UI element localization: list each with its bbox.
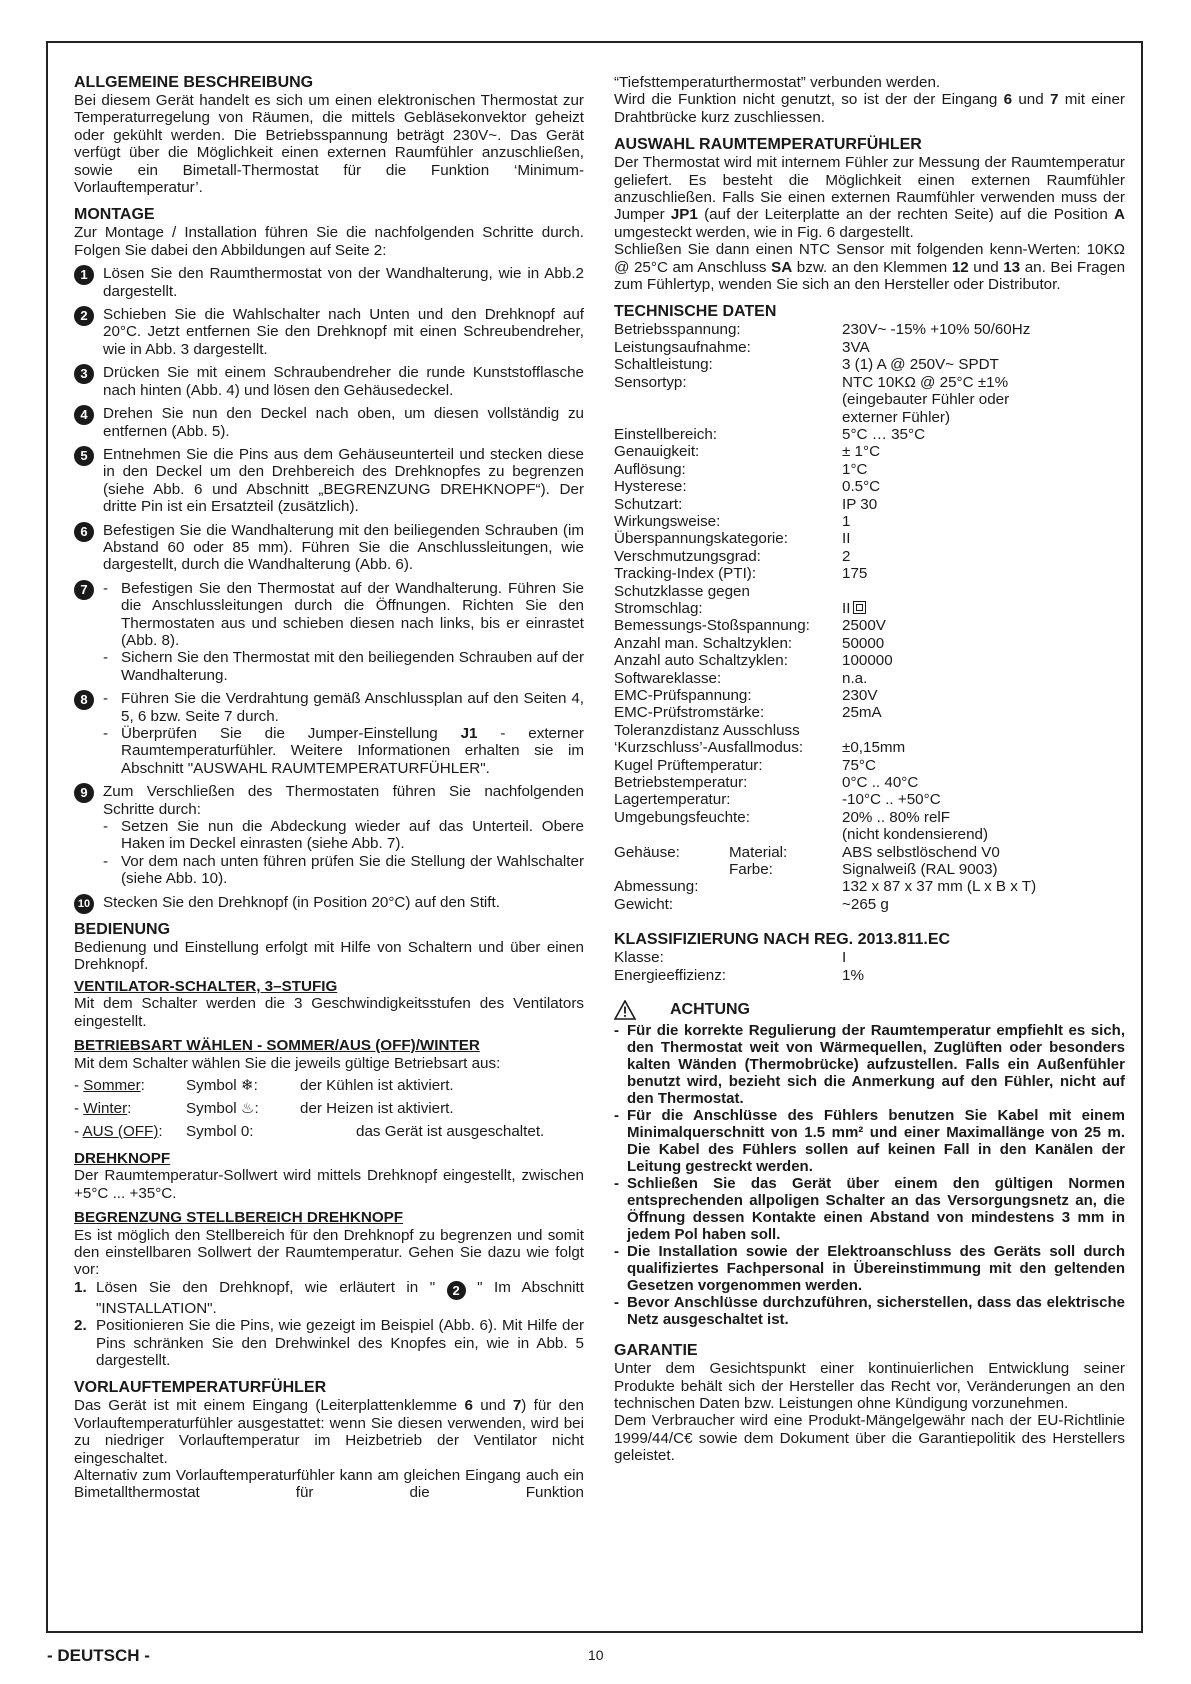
step-number-badge: 6	[74, 522, 94, 542]
begrenzung-text: Es ist möglich den Stellbereich für den Drehknopf zu begrenzen und somit den einstellbaren Sollwert der Raumtemperatur. Gehen Sie dazu wie folgt vor:	[74, 1226, 584, 1279]
sub-step: - Vor dem nach unten führen prüfen Sie die Stellung der Wahlschalter (siehe Abb. 10).	[103, 852, 584, 888]
tech-value: -10°C .. +50°C	[842, 791, 941, 809]
tech-table-2	[614, 617, 1125, 843]
tech-value: ± 1°C	[842, 443, 881, 461]
tech-value: (eingebauter Fühler oder	[842, 391, 1010, 409]
tech-key: Tracking-Index (PTI):	[614, 565, 757, 583]
heading-allgemeine-beschreibung: ALLGEMEINE BESCHREIBUNG	[74, 74, 314, 91]
tech-value: II	[842, 530, 851, 548]
step-number-badge: 4	[74, 405, 94, 425]
tech-table-3	[614, 878, 1125, 913]
tech-key: Bemessungs-Stoßspannung:	[614, 617, 810, 635]
tech-key	[614, 409, 842, 426]
mode-symbol: Symbol 0:	[186, 1122, 254, 1140]
tech-key: Anzahl man. Schaltzyklen:	[614, 634, 793, 652]
montage-step-8	[74, 690, 584, 777]
tech-value: n.a.	[842, 669, 868, 687]
tech-key: Auflösung:	[614, 460, 686, 478]
tech-subkey: Farbe:	[729, 861, 773, 879]
step-text: Drücken Sie mit einem Schraubendreher die runde Kunststofflasche nach hinten (Abb. 4) und lösen den Gehäusedeckel.	[103, 364, 584, 399]
achtung-item: - Für die Anschlüsse des Fühlers benutzen Sie Kabel mit einem Minimalquerschnitt von 1.5 mm² und einer Maximallänge von 25 m. Die Kabel des Fühlers sollen auf keinen Fall in den Kanälen der Leitung gestreckt werden.	[614, 1107, 1125, 1176]
tech-value: I	[842, 949, 847, 967]
tech-key: Stromschlag:	[614, 599, 703, 617]
begrenzung-item-1: 1. Lösen Sie den Drehknopf, wie erläutert in " 2 " Im Abschnitt "INSTALLATION".	[74, 1278, 584, 1317]
tech-value: 0°C .. 40°C	[842, 774, 919, 792]
tech-key: Schaltleistung:	[614, 356, 713, 374]
tech-value: ~265 g	[842, 895, 889, 913]
mode-row-winter: - Winter: Symbol ♨: der Heizen ist aktiviert.	[74, 1099, 454, 1117]
tech-value: 0.5°C	[842, 478, 881, 496]
step-text: Stecken Sie den Drehknopf (in Position 20°C) auf den Stift.	[103, 893, 500, 911]
step-text: Zum Verschließen des Thermostaten führen Sie nachfolgenden Schritte durch:	[103, 783, 584, 818]
step-text: Schieben Sie die Wahlschalter nach Unten und den Drehknopf auf 20°C. Jetzt entfernen Sie den Drehknopf mit einen Schreubendreher, wie in Abb. 3 dargestellt.	[103, 306, 584, 358]
mode-name: Sommer	[83, 1076, 141, 1094]
heading-drehknopf: DREHKNOPF	[74, 1149, 171, 1167]
tech-value: 1%	[842, 966, 864, 984]
tech-subkey: Material:	[729, 843, 788, 861]
mode-desc: das Gerät ist ausgeschaltet.	[356, 1122, 545, 1140]
tech-value: 3 (1) A @ 250V~ SPDT	[842, 356, 999, 374]
vorlauf-cont-line1: “Tiefsttemperaturthermostat” verbunden werden.	[614, 74, 941, 91]
tech-key: Hysterese:	[614, 478, 687, 496]
heading-bedienung: BEDIENUNG	[74, 921, 171, 939]
warning-icon	[614, 1000, 636, 1020]
tech-key: Betriebstemperatur:	[614, 774, 748, 792]
achtung-item-text: Für die korrekte Regulierung der Raumtemperatur empfiehlt es sich, den Thermostat weit von Wärmequellen, Zuglüften oder besonders kalten Wänden (Thermobrücke) aufzustellen. Falls ein Außenfühler benutzt wird, bezieht sich die Anmerkung auf den Fühler, nicht auf den Thermostat.	[627, 1022, 1125, 1108]
heading-technische-daten: TECHNISCHE DATEN	[614, 303, 777, 321]
achtung-item-text: Schließen Sie das Gerät über einem den gültigen Normen entsprechenden allpoligen Schalter an das Versorgungsnetz an, die Öffnung dessen Kontakte einen Abstand von mindestens 3 mm in jedem Pol haben soll.	[627, 1175, 1125, 1244]
tech-key: Energieeffizienz:	[614, 966, 727, 984]
sub-step-text: Setzen Sie nun die Abdeckung wieder auf das Unterteil. Obere Haken im Deckel einrasten (siehe Abb. 7).	[121, 818, 584, 853]
sub-step-text: Führen Sie die Verdrahtung gemäß Anschlussplan auf den Seiten 4, 5, 6 bzw. Seite 7 durch.	[121, 690, 584, 725]
montage-step	[74, 306, 584, 358]
tech-value: 3VA	[842, 338, 870, 356]
sub-step-text: - externer Raumtemperaturfühler. Weitere Informationen erhalten sie im Abschnitt "AUSWAHL RAUMTEMPERATURFÜHLER".	[121, 725, 584, 777]
achtung-item: - Schließen Sie das Gerät über einem den gültigen Normen entsprechenden allpoligen Schalter an das Versorgungsnetz an, die Öffnung dessen Kontakte einen Abstand von mindestens 3 mm in jedem Pol haben soll.	[614, 1175, 1125, 1244]
heading-vorlauf: VORLAUFTEMPERATURFÜHLER	[74, 1379, 327, 1397]
item-text: Lösen Sie den Drehknopf, wie erläutert in "	[96, 1278, 447, 1296]
sub-step-text: Befestigen Sie den Thermostat auf der Wandhalterung. Führen Sie die Anschlussleitungen durch die Öffnungen. Richten Sie den Thermostaten aus und schieben diesen nach links, bis er einrastet (Abb. 8).	[121, 579, 584, 649]
tech-value: 20% .. 80% relF	[842, 808, 951, 826]
sub-step-text: Sichern Sie den Thermostat mit den beiliegenden Schrauben auf der Wandhalterung.	[121, 649, 584, 684]
tech-key: Toleranzdistanz Ausschluss	[614, 721, 800, 739]
tech-value: externer Fühler)	[842, 408, 951, 426]
step-number-badge: 1	[74, 265, 94, 285]
mode-row-sommer: - Sommer: Symbol ❄: der Kühlen ist aktiviert.	[74, 1076, 454, 1094]
tech-value: 5°C … 35°C	[842, 425, 926, 443]
tech-value: 75°C	[842, 756, 876, 774]
auswahl-text-2: Schließen Sie dann einen NTC Sensor mit folgenden kenn-Werten: 10KΩ @ 25°C am Anschluss SA bzw. an den Klemmen 12 und 13 an. Bei Fragen zum Fühlertyp, wenden Sie sich an den Hersteller oder Distributor.	[614, 241, 1126, 294]
mode-symbol: Symbol ❄:	[186, 1076, 258, 1094]
tech-key: Umgebungsfeuchte:	[614, 808, 750, 826]
tech-key	[614, 826, 842, 843]
heading-ventilator: VENTILATOR-SCHALTER, 3–STUFIG	[74, 977, 338, 995]
vorlauf-text-1: Das Gerät ist mit einem Eingang (Leiterplattenklemme 6 und 7) für den Vorlauftemperaturfühler ausgestattet: wenn Sie diesen verwenden, wird bei zu niedriger Vorlauftemperatur im Heizbetrieb der Ventilator nicht eingeschaltet.	[74, 1397, 584, 1467]
tech-value: 230V~ -15% +10% 50/60Hz	[842, 321, 1031, 339]
jumper-label: J1	[460, 725, 478, 742]
tech-row-stromschlag	[614, 600, 1125, 617]
step-number-badge: 2	[74, 306, 94, 326]
allgemeine-text: Bei diesem Gerät handelt es sich um einen elektronischen Thermostat zur Temperaturregelung von Räumen, die mittels Gebläsekonvektor geheizt oder gekühlt werden. Die Betriebsspannung beträgt 230V~. Das Gerät verfügt über die Möglichkeit einen externen Raumfühler anzuschließen, sowie ein Bimetall-Thermostat für die Funktion ‘Minimum-Vorlauftemperatur’.	[74, 92, 584, 197]
montage-step	[74, 265, 584, 300]
footer-language: - DEUTSCH -	[47, 1646, 150, 1665]
montage-step	[74, 522, 584, 574]
sub-step: - Überprüfen Sie die Jumper-Einstellung J1 - externer Raumtemperaturfühler. Weitere Informationen erhalten sie im Abschnitt "AUSWAHL RAUMTEMPERATURFÜHLER".	[103, 725, 584, 777]
achtung-heading	[614, 998, 1125, 1022]
montage-step	[74, 446, 584, 516]
tech-value: 175	[842, 565, 868, 583]
tech-key: Klasse:	[614, 949, 664, 967]
tech-key: Gehäuse:	[614, 843, 680, 861]
klass-table	[614, 949, 1125, 984]
tech-key: Überspannungskategorie:	[614, 530, 788, 548]
montage-step-9	[74, 783, 584, 887]
montage-intro: Zur Montage / Installation führen Sie die nachfolgenden Schritte durch. Folgen Sie dabei den Abbildungen auf Seite 2:	[74, 224, 584, 259]
step-number-badge: 9	[74, 783, 94, 803]
mode-name: AUS (OFF)	[82, 1122, 159, 1140]
tech-value: 100000	[842, 652, 893, 670]
heading-klassifizierung: KLASSIFIZIERUNG NACH REG. 2013.811.EC	[614, 931, 951, 949]
heading-garantie: GARANTIE	[614, 1342, 698, 1360]
tech-key: EMC-Prüfstromstärke:	[614, 704, 765, 722]
right-column	[614, 74, 1125, 1465]
step-number-badge: 7	[74, 580, 94, 600]
achtung-item: - Für die korrekte Regulierung der Raumtemperatur empfiehlt es sich, den Thermostat weit von Wärmequellen, Zuglüften oder besonders kalten Wänden (Thermobrücke) aufzustellen. Falls ein Außenfühler benutzt wird, bezieht sich die Anmerkung auf den Fühler, nicht auf den Thermostat.	[614, 1022, 1125, 1108]
tech-value: ABS selbstlöschend V0	[842, 843, 1000, 861]
sub-step-text: Vor dem nach unten führen prüfen Sie die Stellung der Wahlschalter (siehe Abb. 10).	[121, 852, 584, 888]
left-column	[74, 74, 584, 1502]
begrenzung-item-2: 2. Positionieren Sie die Pins, wie gezeigt im Beispiel (Abb. 6). Mit Hilfe der Pins schränken Sie den Drehwinkel des Knopfes ein, wie in Abb. 5 dargestellt.	[74, 1317, 584, 1369]
sub-step: - Setzen Sie nun die Abdeckung wieder auf das Unterteil. Obere Haken im Deckel einrasten (siehe Abb. 7).	[103, 818, 584, 853]
tech-key: Lagertemperatur:	[614, 791, 731, 809]
tech-value: 50000	[842, 634, 885, 652]
tech-key: EMC-Prüfspannung:	[614, 687, 752, 704]
page-number: 10	[588, 1647, 604, 1663]
tech-row-gehaeuse	[614, 844, 1125, 879]
step-text: Entnehmen Sie die Pins aus dem Gehäuseunterteil und stecken diese in den Deckel um den Drehbereich des Drehknopfes zu begrenzen (siehe Abb. 6 und Abschnitt „BEGRENZUNG DREHKNOPF“). Der dritte Pin ist ein Ersatzteil (zusätzlich).	[103, 445, 584, 516]
tech-key: Verschmutzungsgrad:	[614, 547, 761, 565]
item-text: " Im Abschnitt "INSTALLATION".	[96, 1278, 584, 1317]
tech-key: Schutzklasse gegen	[614, 582, 750, 600]
tech-value: ±0,15mm	[842, 739, 906, 757]
step-number-badge: 5	[74, 446, 94, 466]
step-number-badge: 8	[74, 690, 94, 710]
tech-value: (nicht kondensierend)	[842, 826, 989, 844]
heading-auswahl: AUSWAHL RAUMTEMPERATURFÜHLER	[614, 136, 922, 154]
sub-step: - Befestigen Sie den Thermostat auf der Wandhalterung. Führen Sie die Anschlussleitungen durch die Öffnungen. Richten Sie den Thermostaten aus und schieben diesen nach links, bis er einrastet (Abb. 8).	[103, 579, 584, 649]
mode-list	[74, 1074, 584, 1143]
achtung-item-text: Für die Anschlüsse des Fühlers benutzen Sie Kabel mit einem Minimalquerschnitt von 1.5 mm² und einer Maximallänge von 25 m. Die Kabel des Fühlers sollen auf keinen Fall in den Kanälen der Leitung gestreckt werden.	[627, 1107, 1125, 1176]
tech-key: Betriebsspannung:	[614, 321, 741, 339]
achtung-item: - Bevor Anschlüsse durchzuführen, sicherstellen, dass das elektrische Netz ausgeschaltet ist.	[614, 1294, 1125, 1329]
step-text: Lösen Sie den Raumthermostat von der Wandhalterung, wie in Abb.2 dargestellt.	[103, 265, 584, 300]
tech-value: 25mA	[842, 704, 882, 722]
tech-value: 2500V	[842, 617, 886, 635]
achtung-title: ACHTUNG	[670, 1001, 750, 1019]
tech-value: 1	[842, 512, 851, 530]
mode-desc: der Heizen ist aktiviert.	[300, 1099, 454, 1117]
montage-step	[74, 364, 584, 399]
tech-key: Softwareklasse:	[614, 669, 722, 687]
montage-step-7	[74, 580, 584, 684]
ventilator-text: Mit dem Schalter werden die 3 Geschwindigkeitsstufen des Ventilators eingestellt.	[74, 995, 584, 1030]
mode-row-aus: - AUS (OFF): Symbol 0: das Gerät ist ausgeschaltet.	[74, 1122, 545, 1140]
tech-key: Abmessung:	[614, 878, 699, 896]
achtung-box	[614, 998, 1125, 1328]
garantie-text-1: Unter dem Gesichtspunkt einer kontinuierlichen Entwicklung seiner Produkte behält sich der Hersteller das Recht vor, Veränderungen an den technischen Daten bzw. Leistungen ohne Kündigung vorzunehmen.	[614, 1360, 1125, 1412]
achtung-item: - Die Installation sowie der Elektroanschluss des Geräts soll durch qualifiziertes Fachpersonal in Übereinstimmung mit den geltenden Gesetzen vorgenommen werden.	[614, 1243, 1125, 1295]
vorlauf-text-2: Alternativ zum Vorlauftemperaturfühler kann am gleichen Eingang auch ein Bimetallthermostat für die Funktion	[74, 1467, 584, 1502]
bedienung-text: Bedienung und Einstellung erfolgt mit Hilfe von Schaltern und über einen Drehknopf.	[74, 939, 584, 974]
tech-key: Kugel Prüftemperatur:	[614, 756, 763, 774]
double-insulation-icon	[853, 601, 866, 614]
sub-step-text: Überprüfen Sie die Jumper-Einstellung	[121, 725, 461, 742]
step-text: Befestigen Sie die Wandhalterung mit den beiliegenden Schrauben (im Abstand 60 oder 85 mm). Führen Sie die Anschlussleitungen, wie dargestellt, durch die Wandhalterung (Abb. 6).	[103, 521, 584, 574]
mode-name: Winter	[83, 1099, 128, 1117]
tech-key: Einstellbereich:	[614, 425, 717, 443]
tech-key: Gewicht:	[614, 895, 674, 913]
tech-value: Signalweiß (RAL 9003)	[842, 861, 998, 879]
tech-value	[842, 722, 1125, 739]
garantie-text-2: Dem Verbraucher wird eine Produkt-Mängelgewähr nach der EU-Richtlinie 1999/44/C€ sowie dem Dokument über die Garantiepolitik des Herstellers geleistet.	[614, 1412, 1125, 1465]
tech-key: Leistungsaufnahme:	[614, 338, 751, 356]
tech-key	[614, 391, 842, 408]
step-text: Drehen Sie nun den Deckel nach oben, um diesen vollständig zu entfernen (Abb. 5).	[103, 405, 584, 440]
heading-begrenzung: BEGRENZUNG STELLBEREICH DREHKNOPF	[74, 1209, 404, 1227]
tech-table	[614, 321, 1125, 600]
tech-value: IP 30	[842, 495, 878, 513]
tech-key: Genauigkeit:	[614, 443, 700, 461]
mode-desc: der Kühlen ist aktiviert.	[300, 1076, 454, 1094]
sub-step: - Sichern Sie den Thermostat mit den beiliegenden Schrauben auf der Wandhalterung.	[103, 649, 584, 684]
montage-step	[74, 405, 584, 440]
achtung-list	[614, 1022, 1125, 1328]
tech-value	[842, 583, 1125, 600]
achtung-item-text: Die Installation sowie der Elektroanschluss des Geräts soll durch qualifiziertes Fachpersonal in Übereinstimmung mit den geltenden Gesetzen vorgenommen werden.	[627, 1243, 1125, 1295]
montage-step-10	[74, 894, 584, 911]
vorlauf-cont-line2: Wird die Funktion nicht genutzt, so ist der der Eingang 6 und 7 mit einer Drahtbrücke kurz zuschliessen.	[614, 91, 1125, 126]
tech-value: 230V	[842, 687, 878, 704]
heading-betriebsart: BETRIEBSART WÄHLEN - SOMMER/AUS (OFF)/WINTER	[74, 1037, 480, 1055]
achtung-item-text: Bevor Anschlüsse durchzuführen, sicherstellen, dass das elektrische Netz ausgeschaltet ist.	[627, 1294, 1125, 1329]
tech-key: ‘Kurzschluss’-Ausfallmodus:	[614, 739, 804, 757]
tech-key: Schutzart:	[614, 495, 683, 513]
tech-value: 132 x 87 x 37 mm (L x B x T)	[842, 878, 1037, 896]
drehknopf-text: Der Raumtemperatur-Sollwert wird mittels Drehknopf eingestellt, zwischen +5°C ... +35°C.	[74, 1167, 584, 1202]
tech-value: II	[842, 599, 851, 617]
tech-key: Wirkungsweise:	[614, 512, 721, 530]
step-ref-badge: 2	[447, 1281, 466, 1300]
mode-symbol: Symbol ♨:	[186, 1099, 259, 1117]
step-number-badge: 10	[74, 894, 94, 914]
step-number-badge: 3	[74, 364, 94, 384]
tech-key: Sensortyp:	[614, 373, 687, 391]
betriebsart-text: Mit dem Schalter wählen Sie die jeweils gültige Betriebsart aus:	[74, 1054, 501, 1072]
tech-value: NTC 10KΩ @ 25°C ±1%	[842, 373, 1009, 391]
heading-montage: MONTAGE	[74, 206, 155, 224]
sub-step: - Führen Sie die Verdrahtung gemäß Anschlussplan auf den Seiten 4, 5, 6 bzw. Seite 7 durch.	[103, 690, 584, 725]
tech-value: 1°C	[842, 460, 868, 478]
item-text: Positionieren Sie die Pins, wie gezeigt im Beispiel (Abb. 6). Mit Hilfe der Pins schränken Sie den Drehwinkel des Knopfes ein, wie in Abb. 5 dargestellt.	[96, 1317, 584, 1369]
tech-key: Anzahl auto Schaltzyklen:	[614, 652, 788, 670]
auswahl-text-1: Der Thermostat wird mit internem Fühler zur Messung der Raumtemperatur geliefert. Es besteht die Möglichkeit einen externen Raumfühler anzuschließen. Falls Sie einen externen Raumfühler verwenden muss der Jumper JP1 (auf der Leiterplatte an der rechten Seite) auf die Position A umgesteckt werden, wie in Fig. 6 dargestellt.	[614, 154, 1125, 241]
tech-value: 2	[842, 547, 851, 565]
